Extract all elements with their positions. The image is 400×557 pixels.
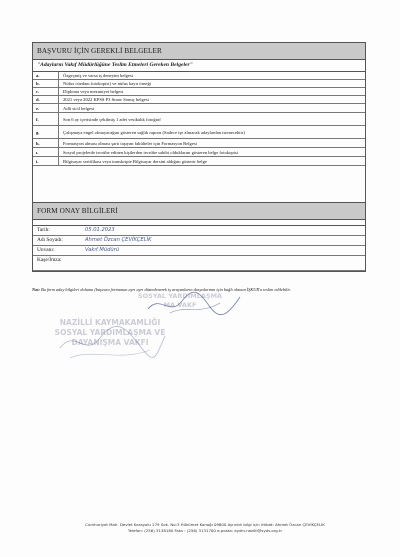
document-item-row xyxy=(33,72,365,80)
title-label: Unvanı: xyxy=(37,247,55,253)
document-item-label: Formasyon alması olması şartı taşıyan fakülteler için Formasyon Belgesi xyxy=(63,140,197,146)
document-item-label: Diploma veya mezuniyet belgesi xyxy=(63,89,124,94)
small-stamp-line: SOSYAL YARDIMLAŞMA xyxy=(137,292,223,300)
document-item-row xyxy=(33,104,365,113)
document-item-label: Adli sicil belgesi xyxy=(63,105,95,111)
document-item-label: Nüfus cüzdanı fotokopisi) ve nüfus kayıt örneği xyxy=(63,81,152,86)
document-item-row xyxy=(33,139,365,148)
large-stamp-line: DAYANIŞMA VAKFI xyxy=(71,338,149,347)
date-value: 05.01.2023 xyxy=(85,227,115,233)
document-item-label: 2021 veya 2022 KPSS P3 Sınav Sonuç belgesi xyxy=(63,97,149,102)
form-approval-header: FORM ONAY BİLGİLERİ xyxy=(33,203,365,220)
document-item-label: Çalışmaya engel olmayacağını gösteren sağlık raporu (Sadece işe alınacak adaylardan istenecektir) xyxy=(63,129,245,135)
document-item-row xyxy=(33,157,365,166)
document-item-row xyxy=(33,88,365,96)
date-row xyxy=(33,226,365,236)
document-item-row xyxy=(33,113,365,126)
note-lead: Not: xyxy=(32,287,40,292)
required-documents-header: BAŞVURU İÇİN GEREKLİ BELGELER xyxy=(33,43,365,60)
large-stamp-line: NAZİLLİ KAYMAKAMLIĞI xyxy=(59,318,161,327)
document-item-letter: a. xyxy=(33,72,59,79)
document-item-letter: c. xyxy=(33,88,59,95)
document-item-row xyxy=(33,80,365,88)
document-item-row xyxy=(33,148,365,157)
footer-phone: Telefon: (256) 3138180 Faks : (256) 3131700 e-posta: aydin.nazilli@sydv.org.tr xyxy=(127,527,283,533)
note-text: Bu form aday bilgileri dolumu (başvuru formunun ayrı ayrı düzenlenerek iş arayanların dosyalarının için bağlı olanan İŞKUR'a teslim edilebilir. xyxy=(40,287,291,292)
stamp-signature-row xyxy=(33,256,365,271)
document-item-letter: g. xyxy=(33,126,59,138)
document-item-label: Özgeçmiş ve varsa iş deneyim belgesi xyxy=(63,73,134,78)
documents-list xyxy=(33,72,365,166)
footer-contact xyxy=(40,522,370,533)
document-item-letter: b. xyxy=(33,80,59,87)
document-item-label: Bilgisayar sertifikası veya transkripte Bilgisayar dersini aldığını gösterir belge xyxy=(63,158,207,164)
name-row xyxy=(33,236,365,246)
name-label: Adı Soyadı: xyxy=(37,237,63,243)
required-documents-subheader: "Adayların Vakıf Müdürlüğüne Teslim Etmeleri Gereken Belgeler" xyxy=(33,60,365,72)
document-item-letter: d. xyxy=(33,96,59,103)
footer-address: Cumhuriyet Mah. Devlet Karayolu 279 Sok. No:3 Hükümet Konağı 09800 Ayrıntılı bilgi için irtibat: Ahmet Özcan ÇEVİKÇELİK xyxy=(85,522,325,527)
small-stamp-line: MA VAKF xyxy=(163,301,197,309)
document-item-row xyxy=(33,126,365,139)
large-stamp-line: SOSYAL YARDIMLAŞMA VE xyxy=(54,328,166,337)
document-item-label: Son 6 ay içerisinde çekilmiş 1 adet vesikalık fotoğraf xyxy=(63,116,161,122)
signature-icon xyxy=(140,289,250,319)
signature-icon xyxy=(50,318,170,366)
document-item-letter: i. xyxy=(33,157,59,165)
stamp-signature-label: Kaşe/İmza: xyxy=(37,257,62,263)
title-value: Vakıf Müdürü xyxy=(85,247,120,253)
application-form xyxy=(32,42,366,272)
document-item-label: Sosyal projelerde tecrübe edinen kişilerden tecrübe sahibi olduklarını gösteren belge fotokopisi xyxy=(63,149,239,155)
document-item-letter: f. xyxy=(33,113,59,125)
document-item-letter: e. xyxy=(33,104,59,112)
document-item-letter: h. xyxy=(33,139,59,147)
title-row xyxy=(33,246,365,256)
date-label: Tarih: xyxy=(37,227,50,233)
blank-space xyxy=(33,166,365,203)
name-value: Ahmet Özcan ÇEVİKÇELİK xyxy=(85,237,152,243)
document-item-letter: ı. xyxy=(33,148,59,156)
document-item-row xyxy=(33,96,365,104)
